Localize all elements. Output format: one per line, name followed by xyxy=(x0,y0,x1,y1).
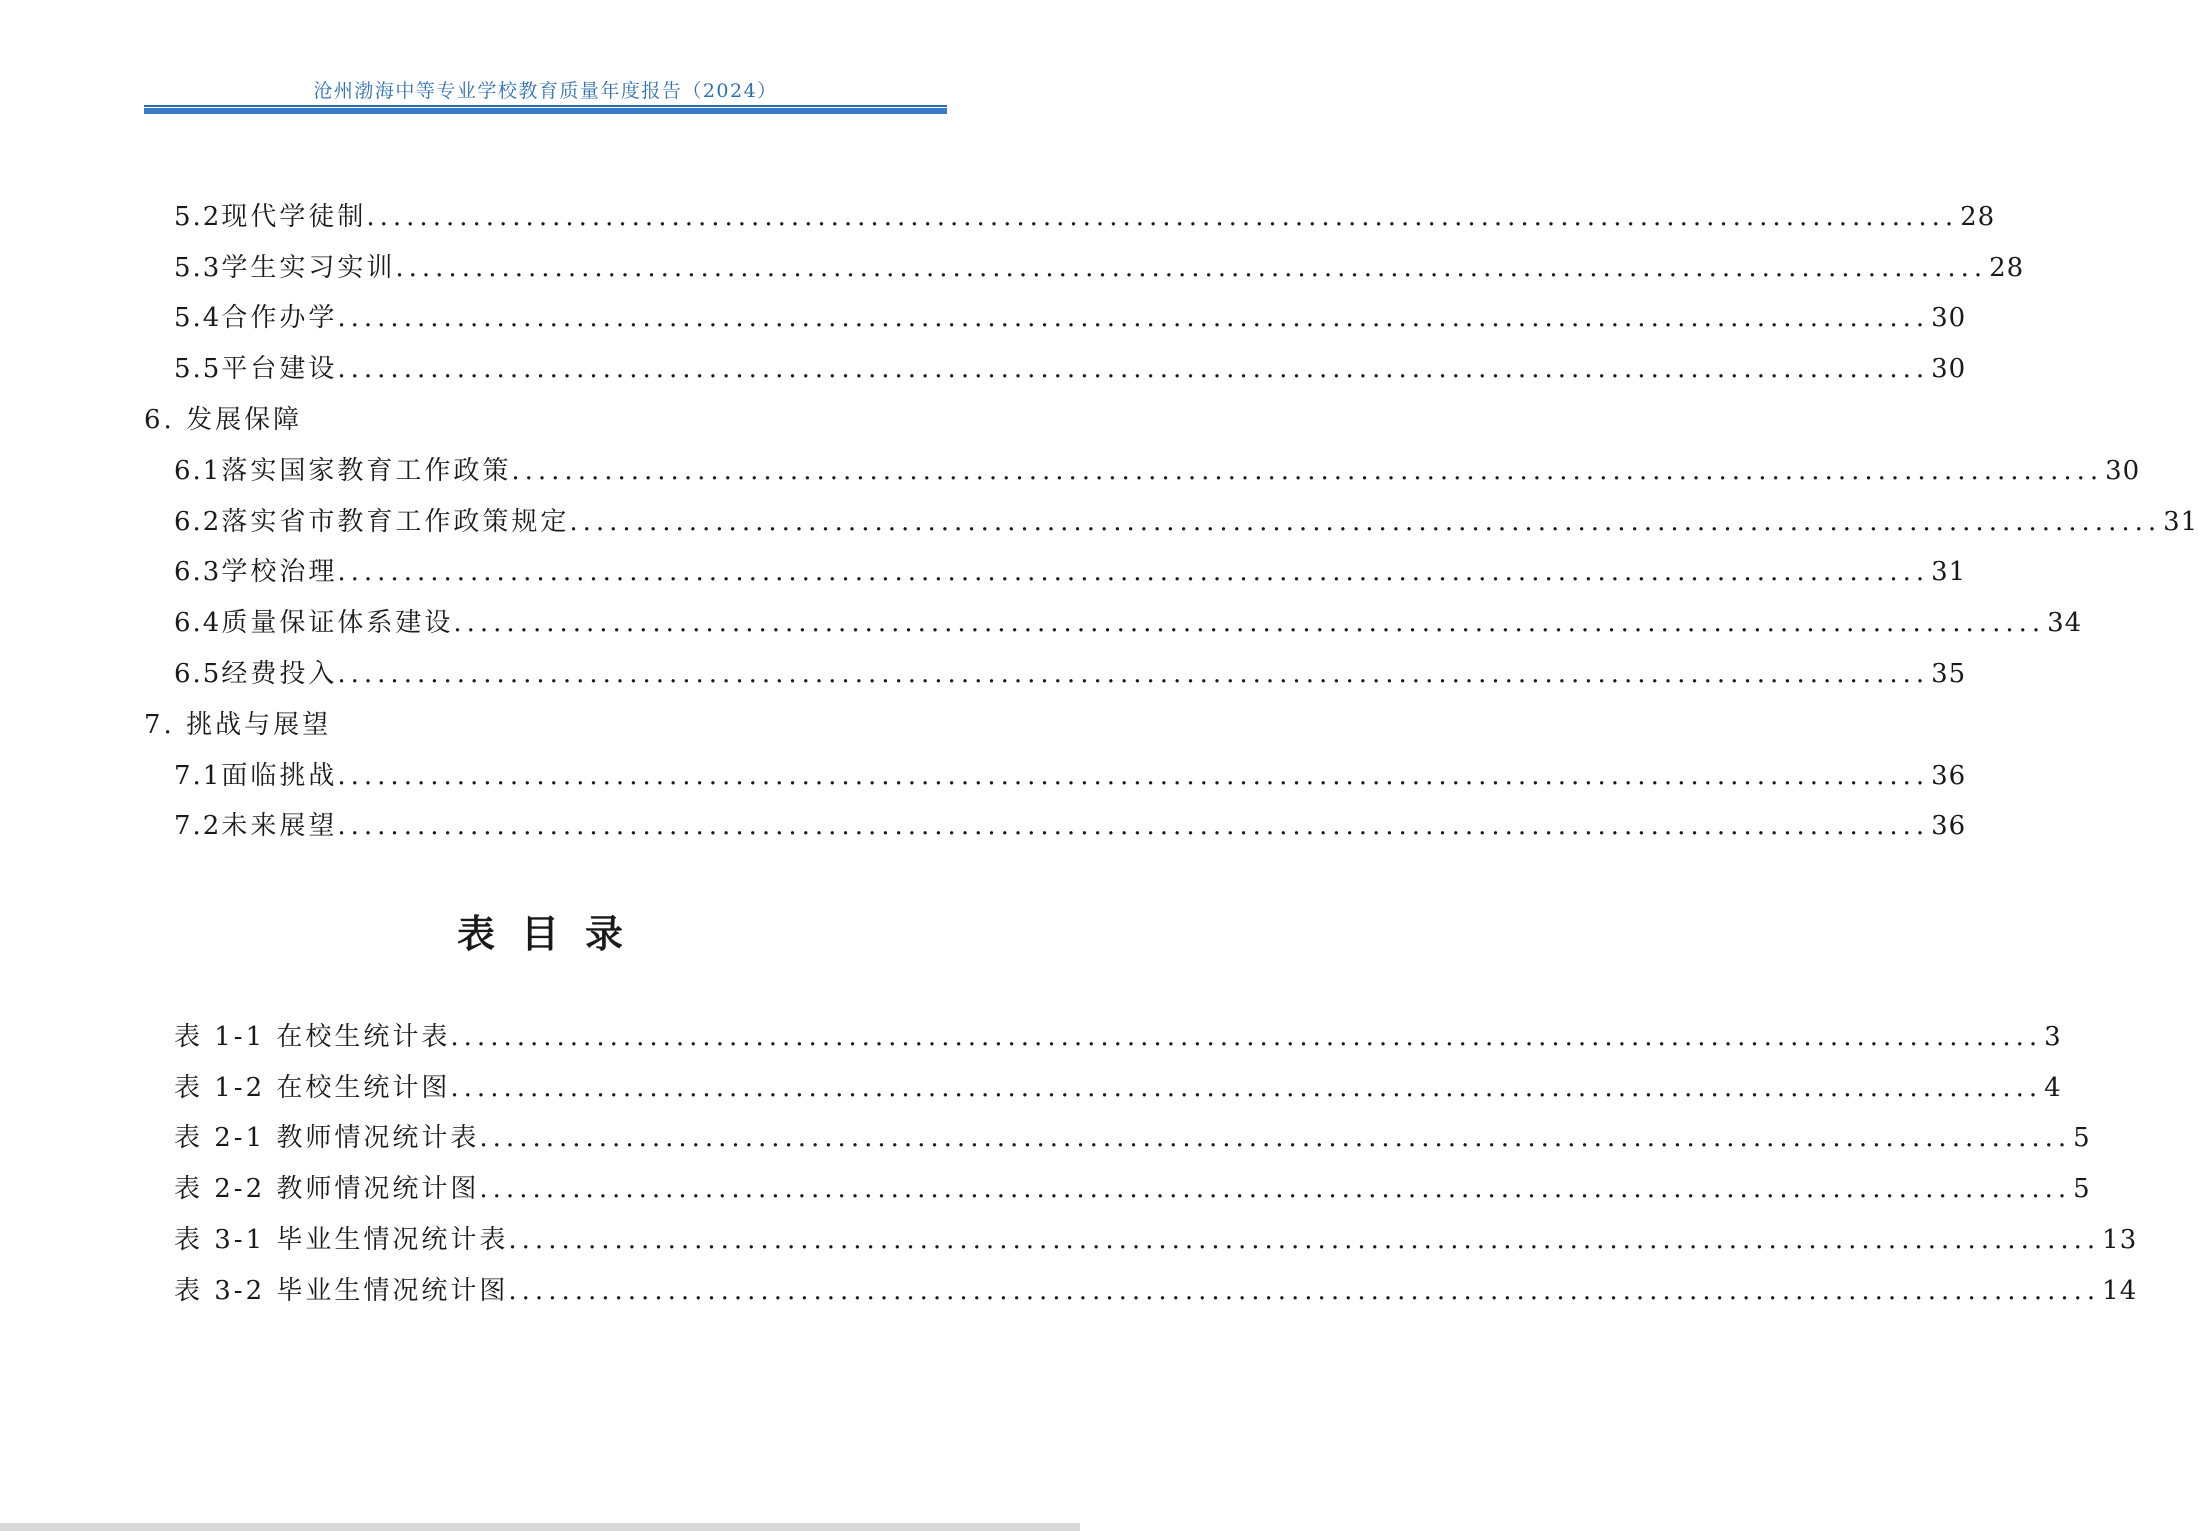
toc-entry-number: 5.4 xyxy=(174,303,222,333)
toc-entry-5-5[interactable] xyxy=(174,349,1967,389)
toc-entry-page: 36 xyxy=(1931,761,1967,791)
toc-entry-5-2[interactable] xyxy=(174,197,1996,237)
table-list-item-2-1[interactable] xyxy=(174,1118,2091,1158)
toc-entry-number: 7.2 xyxy=(174,811,222,841)
toc-entry-page: 28 xyxy=(1960,202,1996,232)
header-rule-thick xyxy=(144,108,947,114)
table-list-item-label: 表 3-2 毕业生情况统计图 xyxy=(174,1276,509,1306)
table-list-item-label: 表 1-2 在校生统计图 xyxy=(174,1073,451,1103)
table-list-item-1-1[interactable] xyxy=(174,1017,2062,1057)
toc-entry-title: 学生实习实训 xyxy=(221,253,396,283)
toc-dot-leader: ........................................................................................................................ xyxy=(511,456,2104,486)
toc-entry-6-5[interactable] xyxy=(174,654,1967,694)
toc-entry-5-4[interactable] xyxy=(174,298,1967,338)
toc-entry-title: 现代学徒制 xyxy=(221,202,367,232)
table-list-item-3-1[interactable] xyxy=(174,1220,2138,1260)
toc-dot-leader: ........................................................................................................................ xyxy=(508,1276,2101,1306)
table-list-item-page: 5 xyxy=(2073,1123,2091,1153)
table-list-item-page: 13 xyxy=(2102,1225,2138,1255)
toc-entry-6-3[interactable] xyxy=(174,552,1967,592)
toc-entry-number: 6.4 xyxy=(174,608,222,638)
toc-entry-page: 34 xyxy=(2047,608,2083,638)
table-list-item-label: 表 1-1 在校生统计表 xyxy=(174,1022,451,1052)
bottom-scroll-strip xyxy=(0,1523,1080,1531)
toc-entry-page: 28 xyxy=(1989,253,2025,283)
page-header xyxy=(144,72,947,116)
toc-entry-number: 5.2 xyxy=(174,202,222,232)
toc-entry-page: 35 xyxy=(1931,659,1967,689)
toc-entry-7-1[interactable] xyxy=(174,756,1967,796)
toc-dot-leader: ........................................................................................................................ xyxy=(337,557,1930,587)
toc-entry-6-4[interactable] xyxy=(174,603,2083,643)
toc-entry-page: 36 xyxy=(1931,811,1967,841)
header-rule-thin xyxy=(144,105,947,107)
toc-entry-title: 学校治理 xyxy=(221,557,338,587)
toc-entry-7-2[interactable] xyxy=(174,806,1967,846)
toc-dot-leader: ........................................................................................................................ xyxy=(479,1123,2072,1153)
toc-entry-page: 30 xyxy=(2105,456,2141,486)
header-title: 沧州渤海中等专业学校教育质量年度报告（2024） xyxy=(313,80,778,102)
toc-entry-title: 落实国家教育工作政策 xyxy=(221,456,512,486)
table-list-item-page: 3 xyxy=(2044,1022,2062,1052)
table-list-item-page: 5 xyxy=(2073,1174,2091,1204)
toc-entry-page: 31 xyxy=(2163,507,2198,537)
toc-entry-6-1[interactable] xyxy=(174,451,2141,491)
chapter-7-heading[interactable]: 7. 挑战与展望 xyxy=(144,710,332,740)
toc-entry-title: 面临挑战 xyxy=(221,761,338,791)
table-list-item-page: 4 xyxy=(2044,1073,2062,1103)
table-list-item-label: 表 3-1 毕业生情况统计表 xyxy=(174,1225,509,1255)
toc-entry-title: 合作办学 xyxy=(221,303,338,333)
toc-dot-leader: ........................................................................................................................ xyxy=(479,1174,2072,1204)
toc-entry-page: 30 xyxy=(1931,354,1967,384)
toc-dot-leader: ........................................................................................................................ xyxy=(337,303,1930,333)
toc-dot-leader: ........................................................................................................................ xyxy=(450,1022,2043,1052)
toc-entry-number: 5.5 xyxy=(174,354,222,384)
toc-dot-leader: ........................................................................................................................ xyxy=(366,202,1959,232)
toc-entry-page: 30 xyxy=(1931,303,1967,333)
toc-entry-number: 6.1 xyxy=(174,456,222,486)
toc-entry-title: 未来展望 xyxy=(221,811,338,841)
table-list-item-page: 14 xyxy=(2102,1276,2138,1306)
toc-dot-leader: ........................................................................................................................ xyxy=(569,507,2162,537)
table-list-item-label: 表 2-2 教师情况统计图 xyxy=(174,1174,480,1204)
toc-dot-leader: ........................................................................................................................ xyxy=(337,354,1930,384)
toc-entry-number: 6.2 xyxy=(174,507,222,537)
toc-entry-number: 5.3 xyxy=(174,253,222,283)
table-list-item-1-2[interactable] xyxy=(174,1068,2062,1108)
toc-entry-title: 落实省市教育工作政策规定 xyxy=(221,507,570,537)
toc-dot-leader: ........................................................................................................................ xyxy=(508,1225,2101,1255)
toc-entry-number: 6.3 xyxy=(174,557,222,587)
toc-dot-leader: ........................................................................................................................ xyxy=(337,659,1930,689)
toc-entry-number: 7.1 xyxy=(174,761,222,791)
toc-entry-title: 质量保证体系建设 xyxy=(221,608,454,638)
toc-dot-leader: ........................................................................................................................ xyxy=(453,608,2046,638)
toc-entry-page: 31 xyxy=(1931,557,1967,587)
toc-dot-leader: ........................................................................................................................ xyxy=(450,1073,2043,1103)
toc-dot-leader: ........................................................................................................................ xyxy=(337,811,1930,841)
toc-entry-6-2[interactable] xyxy=(174,502,2198,542)
table-list-heading: 表目录 xyxy=(456,911,649,956)
toc-dot-leader: ........................................................................................................................ xyxy=(337,761,1930,791)
table-list-item-2-2[interactable] xyxy=(174,1169,2091,1209)
toc-dot-leader: ........................................................................................................................ xyxy=(395,253,1988,283)
chapter-6-heading[interactable]: 6. 发展保障 xyxy=(144,405,303,435)
toc-entry-number: 6.5 xyxy=(174,659,222,689)
table-list-item-3-2[interactable] xyxy=(174,1271,2138,1311)
toc-entry-title: 经费投入 xyxy=(221,659,338,689)
table-list-item-label: 表 2-1 教师情况统计表 xyxy=(174,1123,480,1153)
toc-entry-5-3[interactable] xyxy=(174,248,2025,288)
toc-entry-title: 平台建设 xyxy=(221,354,338,384)
